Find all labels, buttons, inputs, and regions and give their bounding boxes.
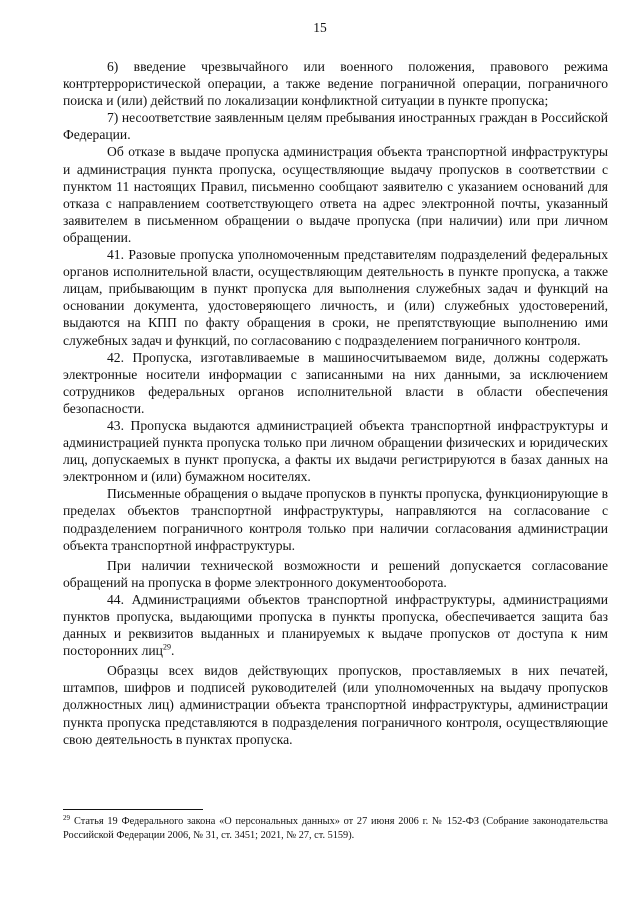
paragraph-electronic-approval: При наличии технической возможности и решений допускается согласование обращений на пропуска в форме электронного документооборота. [63,557,608,590]
paragraph-42: 42. Пропуска, изготавливаемые в машиносчитываемом виде, должны содержать электронные носители информации с записанными на них данными, за исключением сотрудников федеральных органов исполнительной власти в области обеспечения безопасности. [63,349,608,416]
footnote-divider [63,809,203,810]
paragraph-written-requests: Письменные обращения о выдаче пропусков в пункты пропуска, функционирующие в пределах объектов транспортной инфраструктуры, направляются на согласование с подразделением пограничного контроля только при наличии согласования администрации объекта транспортной инфраструктуры. [63,486,608,553]
page-number: 15 [313,20,327,35]
footnote-reference[interactable]: 29 [162,642,171,652]
footnote-marker: 29 [63,813,70,822]
paragraph-44 [63,591,608,659]
footnote [63,815,608,842]
main-text [63,58,608,748]
paragraph-pass-samples: Образцы всех видов действующих пропусков, проставляемых в них печатей, штампов, шифров и подписей руководителей (или уполномоченных на выдачу пропусков должностных лиц) администрации объекта транспортной инфраструктуры, администрации пункта пропуска представляются в подразделения пограничного контроля, осуществляющие свою деятельность в пунктах пропуска. [63,663,608,747]
paragraph-refusal-notice: Об отказе в выдаче пропуска администрация объекта транспортной инфраструктуры и администрация пункта пропуска, осуществляющие выдачу пропусков в соответствии с пунктом 11 настоящих Правил, письменно сообщают заявителю с указанием оснований для отказа с направлением соответствующего ответа на адрес электронной почты, указанный заявителем в письменном обращении о выдаче пропуска (при наличии) или при личном обращении. [63,144,608,245]
paragraph-41: 41. Разовые пропуска уполномоченным представителям подразделений федеральных органов исполнительной власти, осуществляющим деятельность в пункте пропуска, а также лицам, прибывающим в пункт пропуска для выполнения служебных задач и функций на основании документа, удостоверяющего личность, и (или) служебных удостоверений, выдаются на КПП по факту обращения в сроки, не препятствующие выполнению ими служебных задач и функций, по согласованию с подразделением пограничного контроля. [63,247,608,348]
paragraph-item-7: 7) несоответствие заявленным целям пребывания иностранных граждан в Российской Федерации. [63,110,608,143]
paragraph-43: 43. Пропуска выдаются администрацией объекта транспортной инфраструктуры и администрацией пункта пропуска только при личном обращении физических и юридических лиц, допускаемых в пункт пропуска, а факты их выдачи регистрируются в базах данных на электронном и (или) бумажном носителях. [63,417,608,485]
footnote-text: Статья 19 Федерального закона «О персональных данных» от 27 июня 2006 г. № 152-ФЗ (Собрание законодательства Российской Федерации 2006, № 31, ст. 3451; 2021, № 27, ст. 5159). [63,816,608,841]
paragraph-44-text: 44. Администрациями объектов транспортной инфраструктуры, администрациями пунктов пропуска, выдающими пропуска в пункты пропуска, обеспечивается защита баз данных и реквизитов выданных и планируемых к выдаче пропусков от доступа к ним посторонних лиц [63,591,608,659]
paragraph-item-6: 6) введение чрезвычайного или военного положения, правового режима контртеррористической операции, а также ведение пограничной операции, пограничного поиска и (или) действий по локализации конфликтной ситуации в пункте пропуска; [63,59,608,109]
paragraph-44-end: . [170,643,175,659]
